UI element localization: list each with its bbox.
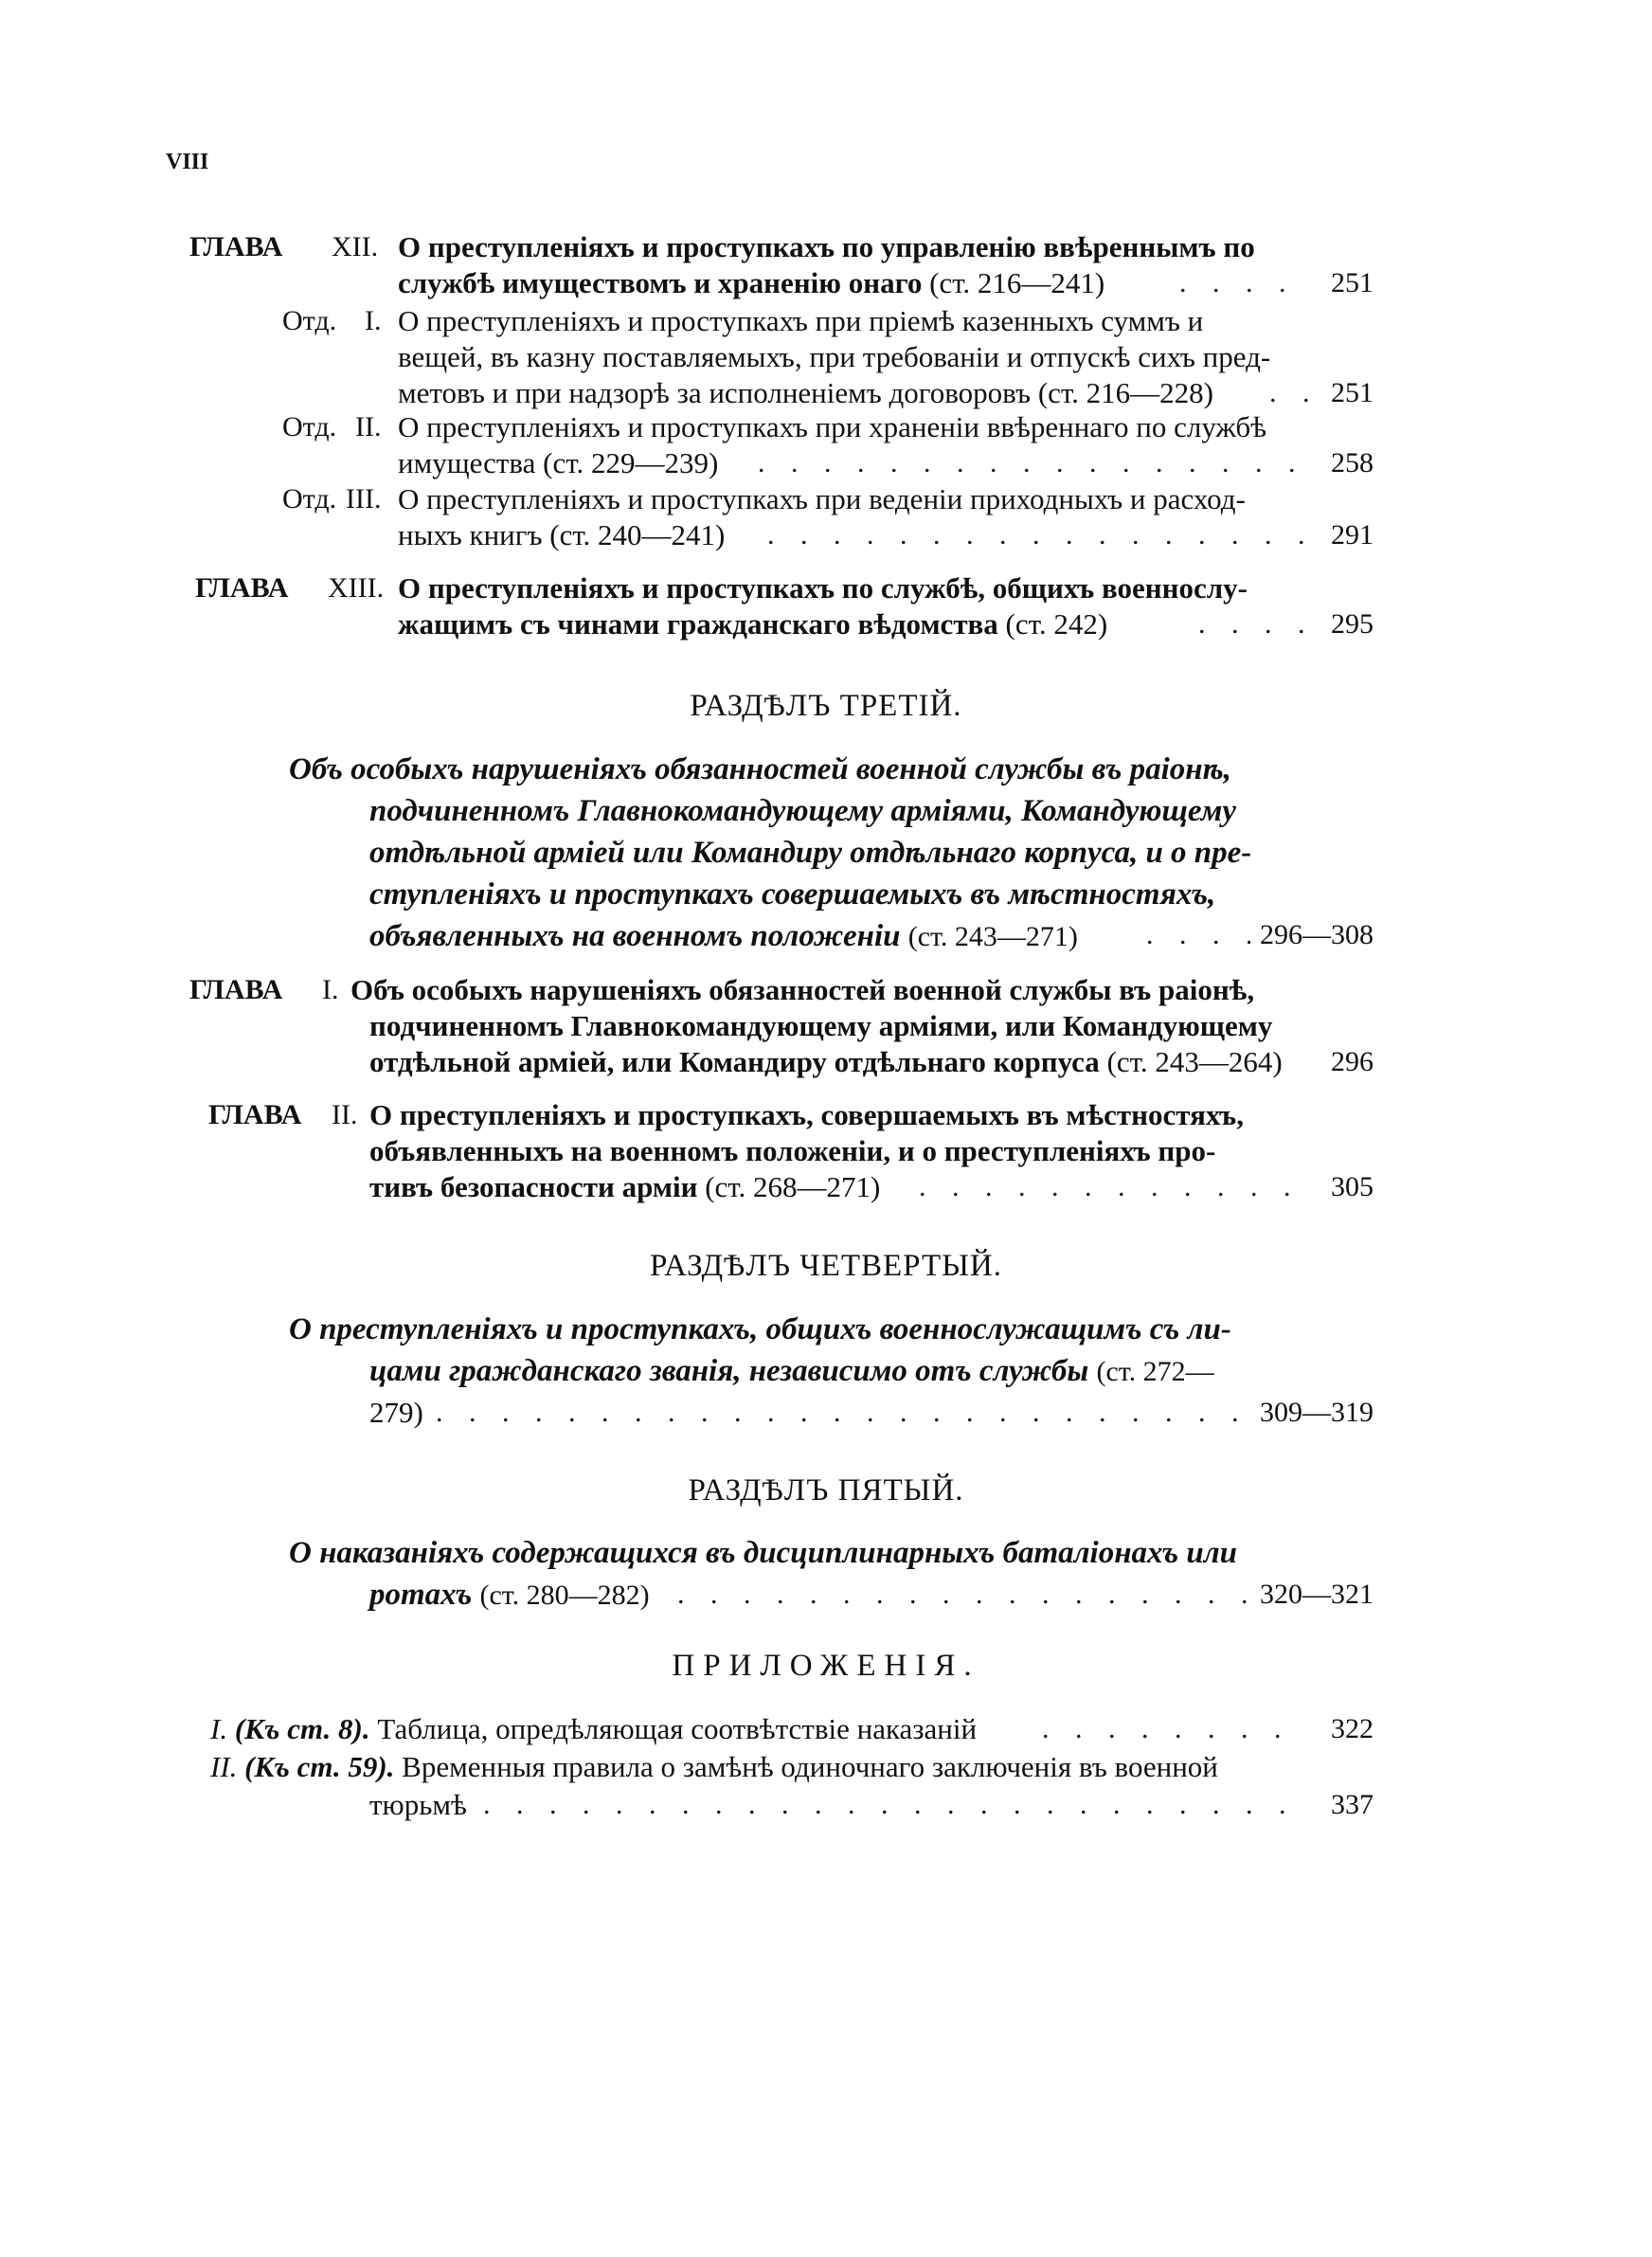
dot-leader bbox=[1042, 1711, 1307, 1747]
page-ref: 291 bbox=[1331, 519, 1374, 551]
chapter-number: XIII. bbox=[328, 572, 385, 604]
chapter-number: I. bbox=[322, 974, 339, 1005]
entry-title-line: подчиненномъ Главнокомандующему арміями, или Командующему bbox=[369, 1009, 1273, 1042]
appendix-entry: I. (Къ ст. 8). Таблица, опредѣляющая соотвѣтствіе наказаній bbox=[210, 1712, 978, 1745]
entry-title-line: объявленныхъ на военномъ положеніи, и о преступленіяхъ про- bbox=[369, 1134, 1216, 1167]
chapter-label: ГЛАВА bbox=[189, 231, 283, 262]
section-heading: РАЗДѢЛЪ ЧЕТВЕРТЫЙ. bbox=[650, 1249, 1002, 1283]
dot-leader bbox=[758, 445, 1307, 481]
subsection-label: Отд. bbox=[282, 483, 337, 515]
subsection-number: II. bbox=[355, 411, 382, 442]
section-description-line: объявленныхъ на военномъ положеніи (ст. 243—271) bbox=[369, 919, 1078, 953]
section-description-line: цами гражданскаго званія, независимо отъ службы (ст. 272— bbox=[369, 1354, 1214, 1388]
page-ref: 305 bbox=[1331, 1171, 1374, 1202]
section-description-line: отдѣльной арміей или Командиру отдѣльнаго корпуса, и о пре- bbox=[369, 836, 1252, 870]
page-ref: 296 bbox=[1331, 1046, 1374, 1077]
entry-title-line: О преступленіяхъ и проступкахъ при пріемѣ казенныхъ суммъ и bbox=[398, 304, 1204, 337]
chapter-number: II. bbox=[332, 1099, 358, 1130]
page-number: VIII bbox=[166, 150, 209, 174]
dot-leader bbox=[1269, 375, 1317, 411]
section-heading: РАЗДѢЛЪ ТРЕТІЙ. bbox=[690, 689, 962, 723]
page-ref: 320—321 bbox=[1260, 1579, 1374, 1610]
section-description-line: ступленіяхъ и проступкахъ совершаемыхъ въ мѣстностяхъ, bbox=[369, 877, 1216, 912]
entry-title-line: вещей, въ казну поставляемыхъ, при требованіи и отпускѣ сихъ пред- bbox=[398, 340, 1271, 373]
page-ref: 309—319 bbox=[1260, 1397, 1374, 1428]
dot-leader bbox=[1179, 265, 1312, 301]
page-ref: 337 bbox=[1331, 1789, 1374, 1820]
entry-title-line: службѣ имуществомъ и храненію онаго (ст. 216—241) bbox=[398, 266, 1105, 299]
chapter-label: ГЛАВА bbox=[195, 572, 289, 604]
section-description-line: ротахъ (ст. 280—282) bbox=[369, 1578, 650, 1612]
dot-leader bbox=[677, 1577, 1250, 1613]
entry-title-line: О преступленіяхъ и проступкахъ при веденіи приходныхъ и расход- bbox=[398, 482, 1246, 515]
entry-title-line: тюрьмѣ bbox=[369, 1788, 467, 1821]
section-description-line: О наказаніяхъ содержащихся въ дисциплинарныхъ баталіонахъ или bbox=[289, 1536, 1238, 1570]
subsection-number: III. bbox=[346, 483, 382, 515]
entry-title-line: метовъ и при надзорѣ за исполненіемъ договоровъ (ст. 216—228) bbox=[398, 376, 1213, 409]
subsection-label: Отд. bbox=[282, 411, 337, 442]
entry-title-line: О преступленіяхъ и проступкахъ по службѣ, общихъ военнослу- bbox=[398, 571, 1248, 605]
subsection-number: I. bbox=[365, 305, 382, 336]
entry-title-line: О преступленіяхъ и проступкахъ по управленію ввѣреннымъ по bbox=[398, 230, 1255, 263]
dot-leader bbox=[919, 1169, 1307, 1205]
page-ref: 295 bbox=[1331, 608, 1374, 640]
dot-leader bbox=[436, 1395, 1250, 1431]
page-ref: 296—308 bbox=[1260, 919, 1374, 950]
entry-title-line: Объ особыхъ нарушеніяхъ обязанностей военной службы въ раіонѣ, bbox=[350, 973, 1255, 1006]
dot-leader bbox=[1146, 917, 1250, 953]
entry-title-line: отдѣльной арміей, или Командиру отдѣльнаго корпуса (ст. 243—264) bbox=[369, 1045, 1283, 1078]
page-ref: 258 bbox=[1331, 447, 1374, 478]
entry-title-line: имущества (ст. 229—239) bbox=[398, 446, 719, 479]
page-ref: 251 bbox=[1331, 267, 1374, 298]
chapter-number: XII. bbox=[332, 231, 379, 262]
section-heading: РАЗДѢЛЪ ПЯТЫЙ. bbox=[688, 1473, 964, 1508]
appendix-entry: II. (Къ ст. 59). Временныя правила о замѣнѣ одиночнаго заключенія въ военной bbox=[210, 1750, 1218, 1783]
entry-title-line: О преступленіяхъ и проступкахъ при храненіи ввѣреннаго по службѣ bbox=[398, 410, 1267, 443]
subsection-label: Отд. bbox=[282, 305, 337, 336]
chapter-label: ГЛАВА bbox=[189, 974, 283, 1005]
section-description-line: подчиненномъ Главнокомандующему арміями, Командующему bbox=[369, 794, 1236, 828]
section-description-line: Объ особыхъ нарушеніяхъ обязанностей военной службы въ раіонѣ, bbox=[289, 752, 1231, 786]
entry-title-line: тивъ безопасности арміи (ст. 268—271) bbox=[369, 1170, 881, 1203]
section-description-line: О преступленіяхъ и проступкахъ, общихъ военнослужащимъ съ ли- bbox=[289, 1312, 1231, 1346]
dot-leader bbox=[767, 517, 1307, 553]
section-heading: ПРИЛОЖЕНІЯ. bbox=[672, 1649, 980, 1683]
entry-title-line: ныхъ книгъ (ст. 240—241) bbox=[398, 518, 726, 551]
chapter-label: ГЛАВА bbox=[208, 1099, 302, 1130]
dot-leader bbox=[1198, 606, 1307, 642]
page-ref: 251 bbox=[1331, 377, 1374, 408]
dot-leader bbox=[483, 1787, 1307, 1823]
entry-title-line: О преступленіяхъ и проступкахъ, совершаемыхъ въ мѣстностяхъ, bbox=[369, 1098, 1244, 1131]
entry-title-line: 279) bbox=[369, 1396, 423, 1429]
entry-title-line: жащимъ съ чинами гражданскаго вѣдомства (ст. 242) bbox=[398, 607, 1108, 641]
page-ref: 322 bbox=[1331, 1713, 1374, 1744]
